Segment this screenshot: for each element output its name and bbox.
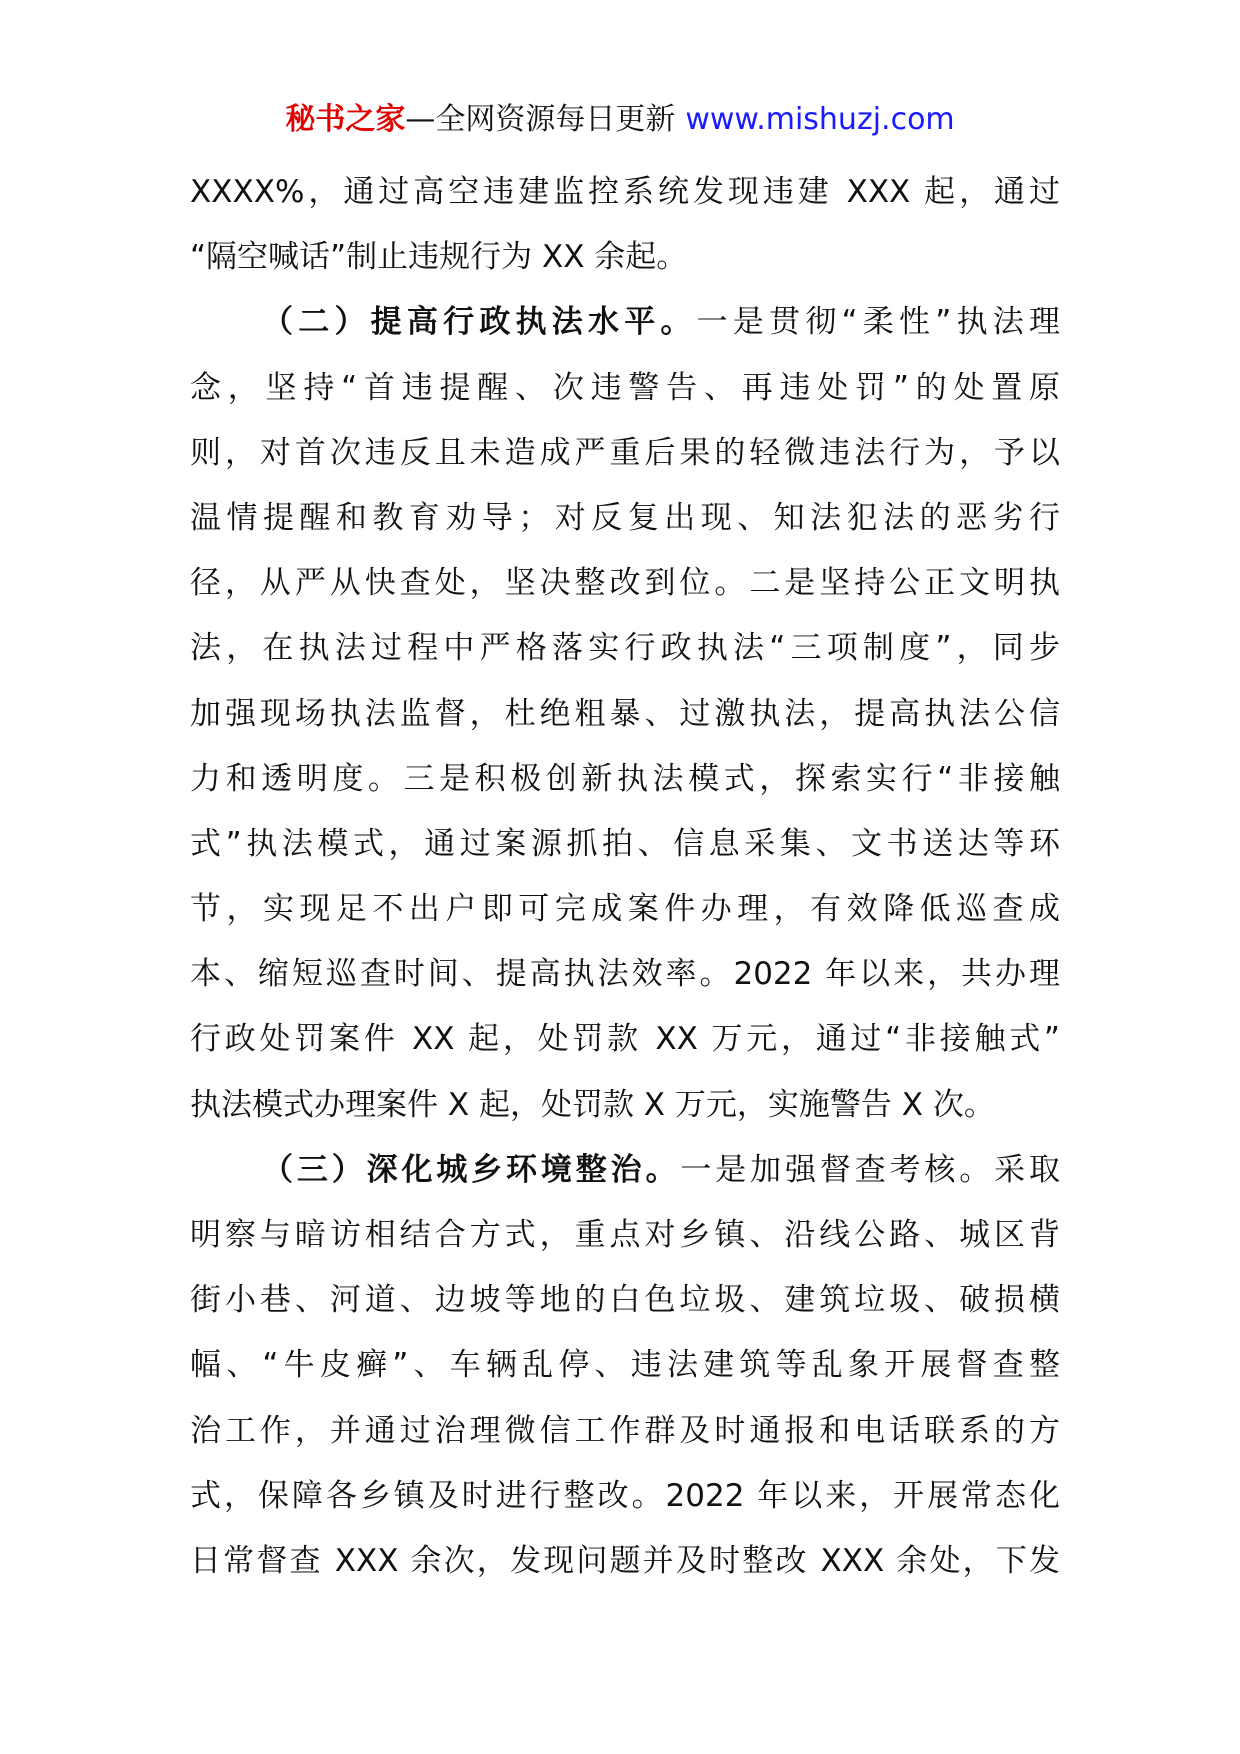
section-2-line: 则，对首次违反且未造成严重后果的轻微违法行为，予以 (190, 434, 1060, 471)
page-header (0, 100, 1240, 140)
body-line: XXXX%，通过高空违建监控系统发现违建 XXX 起，通过 (190, 174, 1060, 210)
section-3-heading: （三）深化城乡环境整治。 (262, 1151, 681, 1188)
section-2-line: 本、缩短巡查时间、提高执法效率。2022 年以来，共办理 (190, 956, 1060, 993)
section-3-first-line-text: 一是加强督查考核。采取 (680, 1151, 1061, 1188)
section-2-heading: （二）提高行政执法水平。 (262, 304, 697, 341)
section-2-line: 节，实现足不出户即可完成案件办理，有效降低巡查成 (190, 891, 1060, 928)
header-tagline: —全网资源每日更新 (405, 102, 676, 137)
section-2-line: 式”执法模式，通过案源抓拍、信息采集、文书送达等环 (190, 825, 1060, 862)
section-2-line: 径，从严从快查处，坚决整改到位。二是坚持公正文明执 (190, 565, 1060, 602)
header-url-link[interactable]: www.mishuzj.com (685, 102, 955, 137)
section-2-line: 念，坚持“首违提醒、次违警告、再违处罚”的处置原 (190, 369, 1060, 406)
section-3-line: 明察与暗访相结合方式，重点对乡镇、沿线公路、城区背 (190, 1217, 1060, 1253)
section-2-line: 行政处罚案件 XX 起，处罚款 XX 万元，通过“非接触式” (190, 1021, 1060, 1058)
section-2-line: 力和透明度。三是积极创新执法模式，探索实行“非接触 (190, 760, 1060, 797)
section-3-line: 街小巷、河道、边坡等地的白色垃圾、建筑垃圾、破损横 (190, 1282, 1060, 1319)
section-2-line: 执法模式办理案件 X 起，处罚款 X 万元，实施警告 X 次。 (190, 1086, 995, 1123)
body-line: “隔空喊话”制止违规行为 XX 余起。 (190, 239, 688, 276)
section-3-line: 治工作，并通过治理微信工作群及时通报和电话联系的方 (190, 1412, 1060, 1449)
document-body (190, 160, 1060, 1594)
section-3-line: 幅、“牛皮癣”、车辆乱停、违法建筑等乱象开展督查整 (190, 1347, 1060, 1384)
section-3-line: 日常督查 XXX 余次，发现问题并及时整改 XXX 余处，下发 (190, 1542, 1060, 1579)
section-2-line: 法，在执法过程中严格落实行政执法“三项制度”，同步 (190, 630, 1060, 667)
section-3-line: 式，保障各乡镇及时进行整改。2022 年以来，开展常态化 (190, 1477, 1060, 1514)
section-2-line: 加强现场执法监督，杜绝粗暴、过激执法，提高执法公信 (190, 695, 1060, 732)
section-2-first-line-text: 一是贯彻“柔性”执法理 (696, 304, 1061, 341)
header-brand: 秘书之家 (285, 102, 406, 137)
section-2-first-line (190, 290, 1060, 355)
section-2-line: 温情提醒和教育劝导；对反复出现、知法犯法的恶劣行 (190, 499, 1060, 536)
section-3-first-line (190, 1138, 1060, 1203)
